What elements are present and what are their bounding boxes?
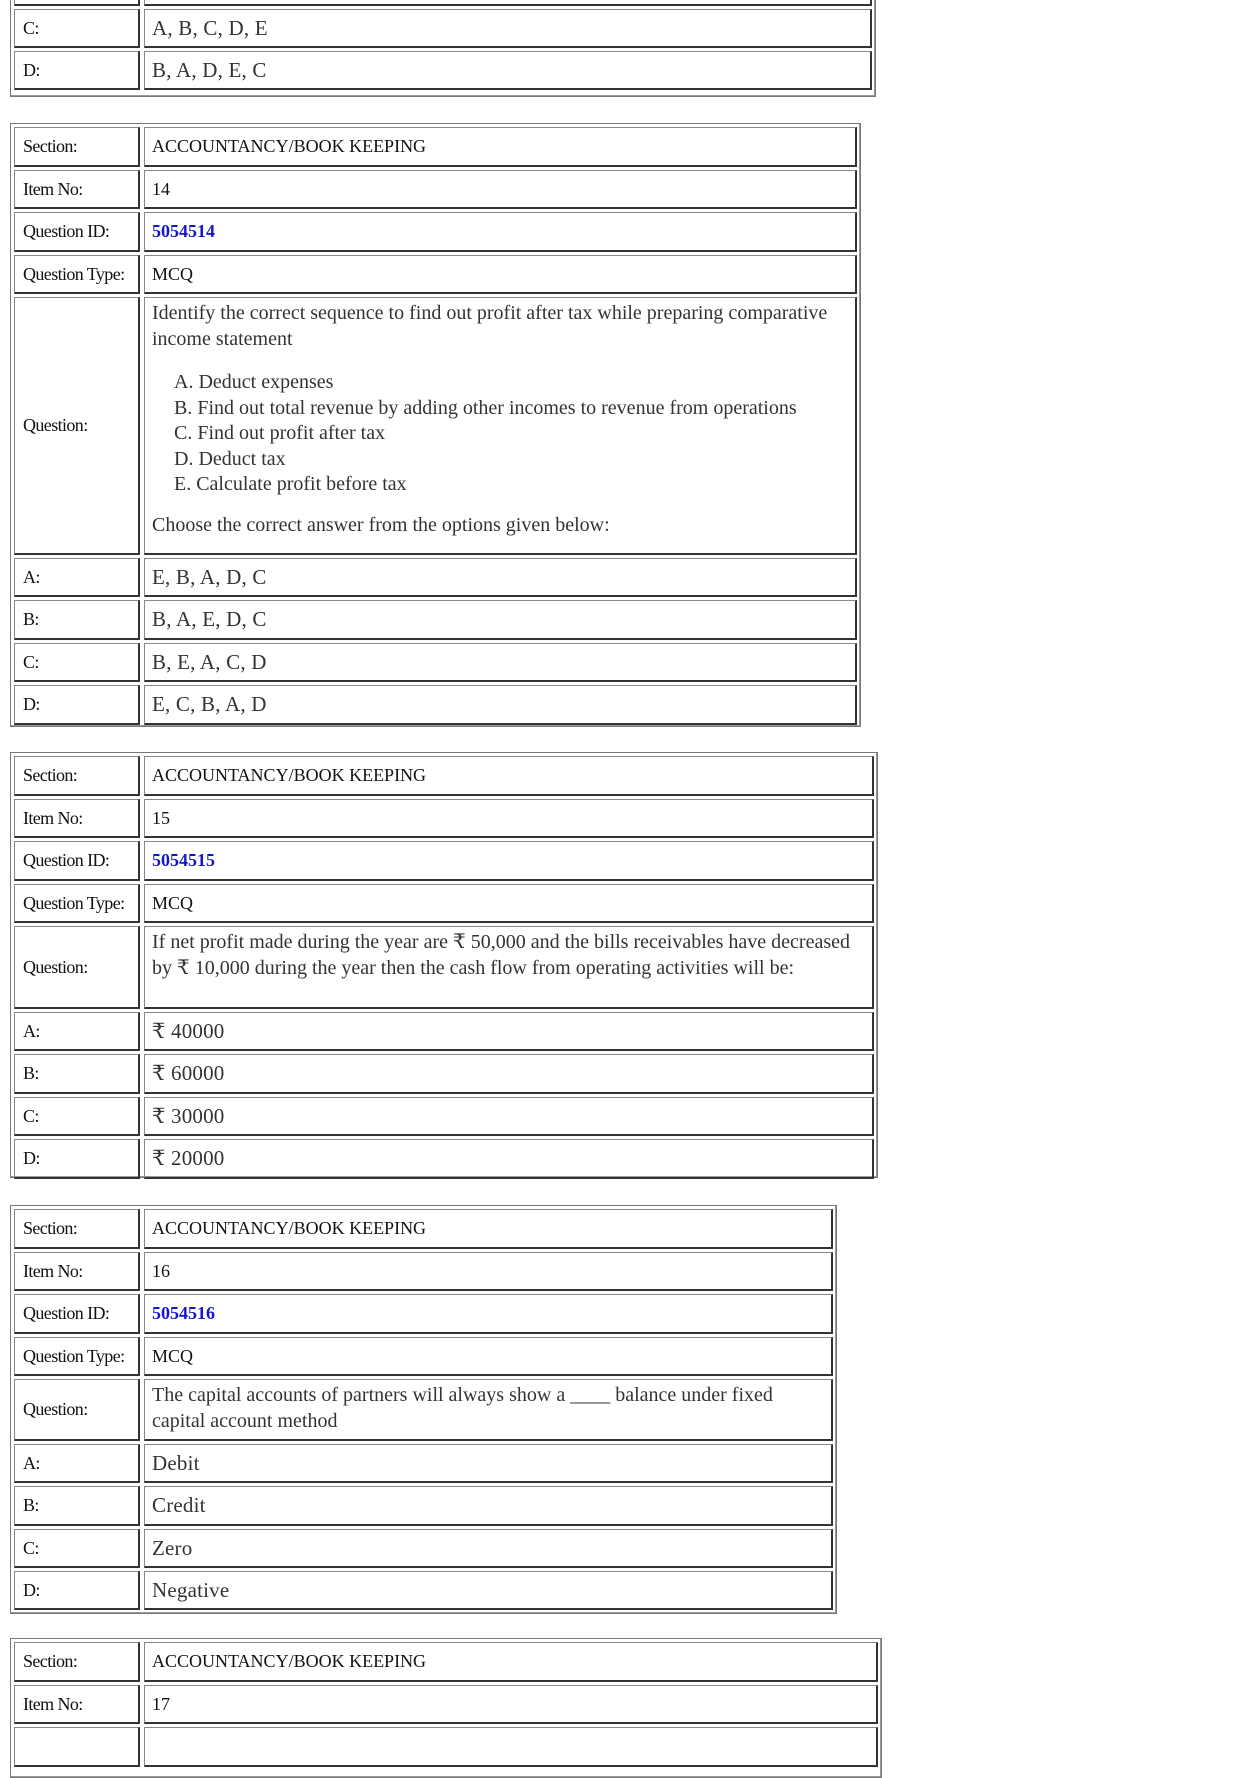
q14-step: E. Calculate profit before tax (174, 473, 407, 495)
question-label: Question: (14, 1379, 140, 1441)
q13-option-d-row (14, 51, 872, 90)
q13-prev-row (14, 0, 872, 6)
q17-section: ACCOUNTANCY/BOOK KEEPING (144, 1642, 878, 1682)
question-type-label: Question Type: (14, 884, 140, 923)
question-16-table (10, 1205, 837, 1614)
q14-option-a: E, B, A, D, C (144, 558, 857, 597)
option-d-label: D: (14, 685, 140, 725)
question-label: Question: (14, 926, 140, 1009)
question-type-label: Question Type: (14, 255, 140, 294)
q14-question-intro: Identify the correct sequence to find out profit after tax while preparing comparative income statement (152, 302, 828, 350)
option-d-label: D: (14, 51, 140, 90)
q15-option-d: ₹ 20000 (144, 1139, 874, 1179)
q15-option-a: ₹ 40000 (144, 1012, 874, 1051)
q13-option-d: B, A, D, E, C (144, 51, 872, 90)
option-c-label: C: (14, 9, 140, 48)
question-id-label: Question ID: (14, 841, 140, 881)
q15-question-id: 5054515 (144, 841, 874, 881)
section-label: Section: (14, 127, 140, 167)
option-d-label: D: (14, 1139, 140, 1179)
q15-question (144, 926, 874, 1009)
question-14-table (10, 123, 861, 727)
q16-question-id: 5054516 (144, 1294, 833, 1334)
q15-option-b: ₹ 60000 (144, 1054, 874, 1094)
q15-question-type: MCQ (144, 884, 874, 923)
question-15-table (10, 752, 878, 1178)
q14-option-c: B, E, A, C, D (144, 643, 857, 682)
q16-section: ACCOUNTANCY/BOOK KEEPING (144, 1209, 833, 1249)
question-id-label: Question ID: (14, 212, 140, 252)
q14-step: C. Find out profit after tax (174, 422, 386, 444)
q16-option-a: Debit (144, 1444, 833, 1483)
q14-step: A. Deduct expenses (174, 371, 334, 393)
option-d-label: D: (14, 1571, 140, 1610)
question-17-table (10, 1638, 882, 1778)
q14-steps-list (174, 370, 849, 498)
q17-next-row (14, 1727, 878, 1767)
section-label: Section: (14, 1642, 140, 1682)
q16-item-no: 16 (144, 1252, 833, 1291)
item-no-label: Item No: (14, 799, 140, 838)
option-b-label: B: (14, 600, 140, 640)
q14-step: D. Deduct tax (174, 447, 286, 470)
q14-question-id: 5054514 (144, 212, 857, 252)
section-label: Section: (14, 756, 140, 796)
q16-question (144, 1379, 833, 1441)
q14-step: B. Find out total revenue by adding other incomes to revenue from operations (174, 396, 797, 419)
option-c-label: C: (14, 643, 140, 682)
q16-question-type: MCQ (144, 1337, 833, 1376)
question-id-label: Question ID: (14, 1294, 140, 1334)
option-b-label: B: (14, 1054, 140, 1094)
q14-question-type: MCQ (144, 255, 857, 294)
q16-option-d: Negative (144, 1571, 833, 1610)
q14-option-d: E, C, B, A, D (144, 685, 857, 725)
question-13-table (10, 0, 876, 97)
q14-question-text (152, 298, 855, 538)
q16-option-b: Credit (144, 1486, 833, 1526)
item-no-label: Item No: (14, 1685, 140, 1724)
option-a-label: A: (14, 558, 140, 597)
item-no-label: Item No: (14, 1252, 140, 1291)
q15-option-c: ₹ 30000 (144, 1097, 874, 1136)
q14-question-outro: Choose the correct answer from the options given below: (152, 513, 610, 536)
q15-section: ACCOUNTANCY/BOOK KEEPING (144, 756, 874, 796)
q14-item-no: 14 (144, 170, 857, 209)
option-c-label: C: (14, 1097, 140, 1136)
q17-item-no: 17 (144, 1685, 878, 1724)
item-no-label: Item No: (14, 170, 140, 209)
option-a-label: A: (14, 1444, 140, 1483)
q13-option-c-row (14, 9, 872, 48)
option-a-label: A: (14, 1012, 140, 1051)
q15-item-no: 15 (144, 799, 874, 838)
question-type-label: Question Type: (14, 1337, 140, 1376)
section-label: Section: (14, 1209, 140, 1249)
q15-question-text: If net profit made during the year are ₹ 50,000 and the bills receivables have decreased by ₹ 10,000 during the year then the cash flow from operating activities will be: (152, 931, 850, 979)
option-b-label: B: (14, 1486, 140, 1526)
question-label: Question: (14, 297, 140, 555)
q14-question (144, 297, 857, 555)
q14-option-b: B, A, E, D, C (144, 600, 857, 640)
q16-option-c: Zero (144, 1529, 833, 1568)
q14-section: ACCOUNTANCY/BOOK KEEPING (144, 127, 857, 167)
option-c-label: C: (14, 1529, 140, 1568)
q13-option-c: A, B, C, D, E (144, 9, 872, 48)
q16-question-text: The capital accounts of partners will always show a ____ balance under fixed capital account method (152, 1384, 773, 1432)
